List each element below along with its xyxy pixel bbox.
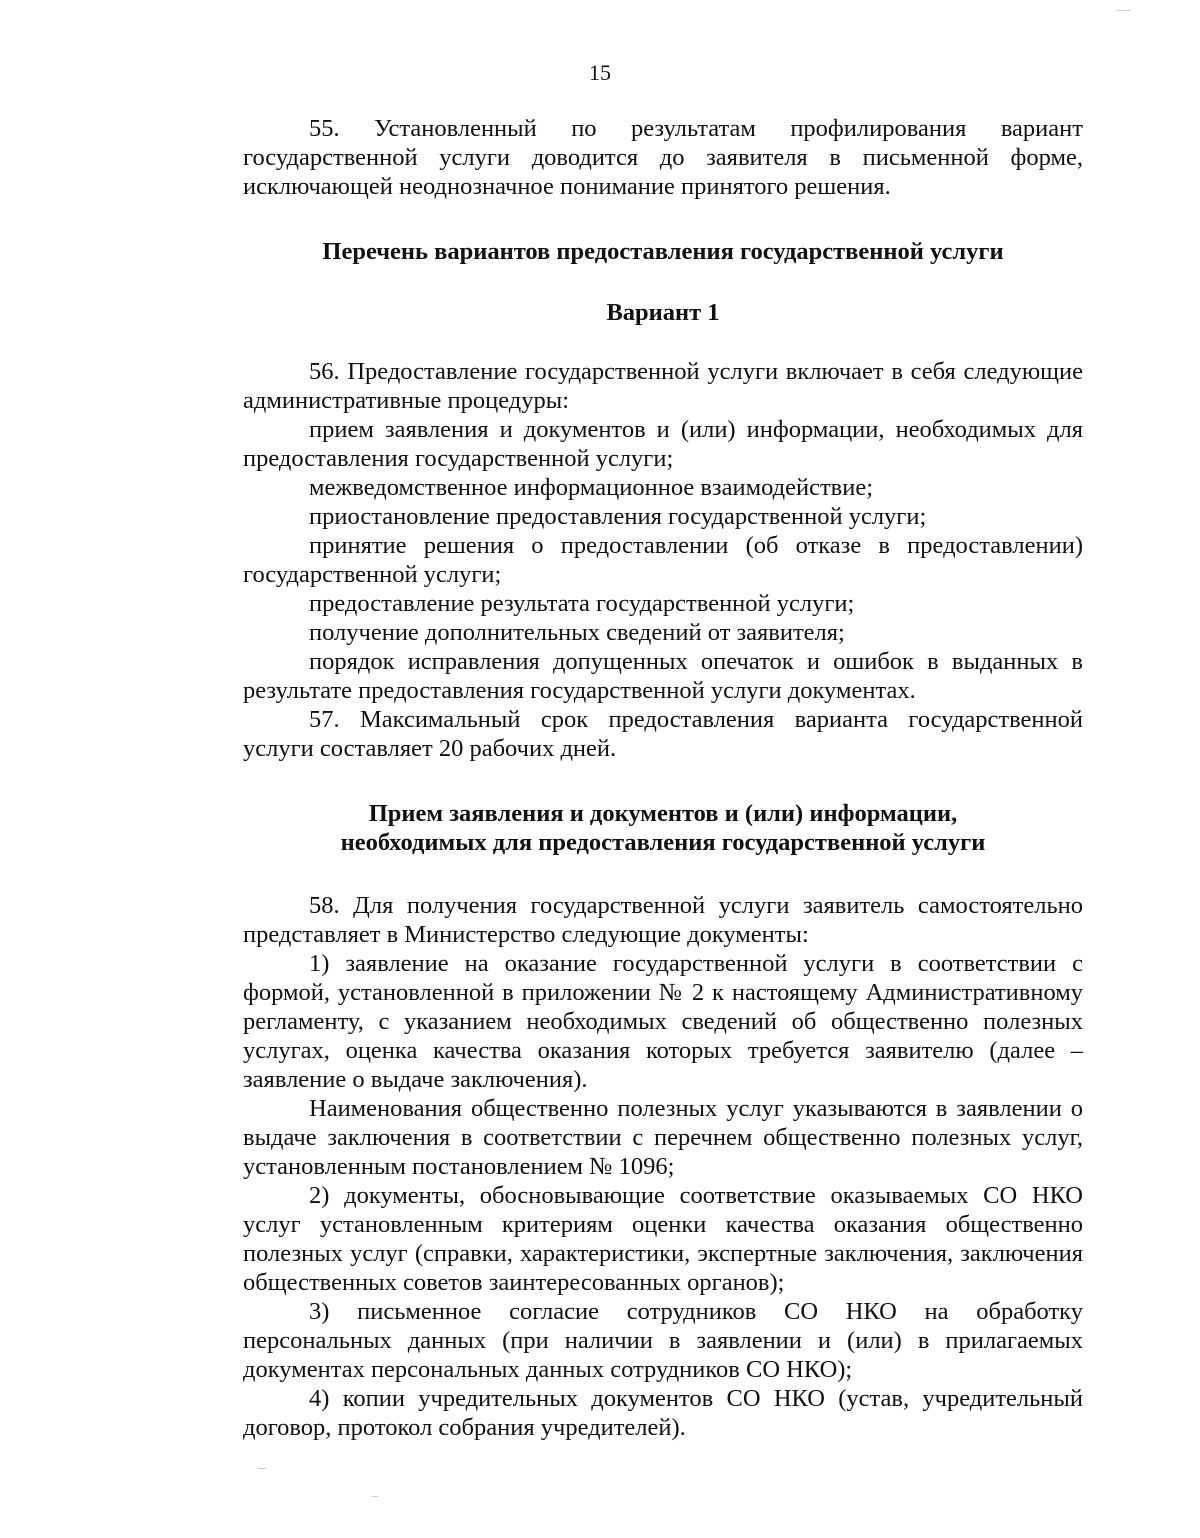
procedure-item: получение дополнительных сведений от заявителя; (309, 619, 845, 646)
scan-artifact (1116, 10, 1130, 11)
procedure-item: межведомственное информационное взаимодействие; (309, 474, 874, 501)
heading-variant-1: Вариант 1 (606, 299, 720, 326)
heading-line: необходимых для предоставления государственной услуги (340, 829, 986, 856)
procedure-item: предоставление результата государственной услуги; (309, 590, 855, 617)
heading-variants-list: Перечень вариантов предоставления государственной услуги (322, 238, 1004, 265)
document-item-4: 4) копии учредительных документов СО НКО (устав, учредительный договор, протокол собрания учредителей). (243, 1385, 1083, 1441)
procedure-item: приостановление предоставления государственной услуги; (309, 503, 927, 530)
procedure-item: порядок исправления допущенных опечаток и ошибок в выданных в результате предоставления государственной услуги документах. (243, 648, 1083, 704)
document-item-2: 2) документы, обосновывающие соответствие оказываемых СО НКО услуг установленным критериям оценки качества оказания общественно полезных услуг (справки, характеристики, экспертные заключения, заключения общественных советов заинтересованных органов); (243, 1182, 1083, 1296)
scan-artifact (258, 1468, 266, 1469)
paragraph-56: 56. Предоставление государственной услуги включает в себя следующие административные процедуры: (243, 358, 1083, 414)
procedure-item: принятие решения о предоставлении (об отказе в предоставлении) государственной услуги; (243, 532, 1083, 588)
document-body (243, 114, 1083, 1442)
paragraph-58: 58. Для получения государственной услуги заявитель самостоятельно представляет в Министерство следующие документы: (243, 892, 1083, 948)
paragraph-55: 55. Установленный по результатам профилирования вариант государственной услуги доводится до заявителя в письменной форме, исключающей неоднозначное понимание принятого решения. (243, 115, 1083, 200)
scan-artifact (372, 1496, 378, 1497)
paragraph-57: 57. Максимальный срок предоставления варианта государственной услуги составляет 20 рабочих дней. (243, 706, 1083, 762)
procedure-item: прием заявления и документов и (или) информации, необходимых для предоставления государственной услуги; (243, 416, 1083, 472)
page-number: 15 (589, 60, 611, 85)
heading-line: Прием заявления и документов и (или) информации, (368, 800, 958, 827)
document-item-3: 3) письменное согласие сотрудников СО НКО на обработку персональных данных (при наличии в заявлении и (или) в прилагаемых документах персональных данных сотрудников СО НКО); (243, 1298, 1083, 1383)
heading-application-reception (243, 799, 1083, 857)
services-names-paragraph: Наименования общественно полезных услуг указываются в заявлении о выдаче заключения в соответствии с перечнем общественно полезных услуг, установленным постановлением № 1096; (243, 1095, 1083, 1180)
document-item-1: 1) заявление на оказание государственной услуги в соответствии с формой, установленной в приложении № 2 к настоящему Административному регламенту, с указанием необходимых сведений об общественно полезных услугах, оценка качества оказания которых требуется заявителю (далее – заявление о выдаче заключения). (243, 950, 1083, 1093)
